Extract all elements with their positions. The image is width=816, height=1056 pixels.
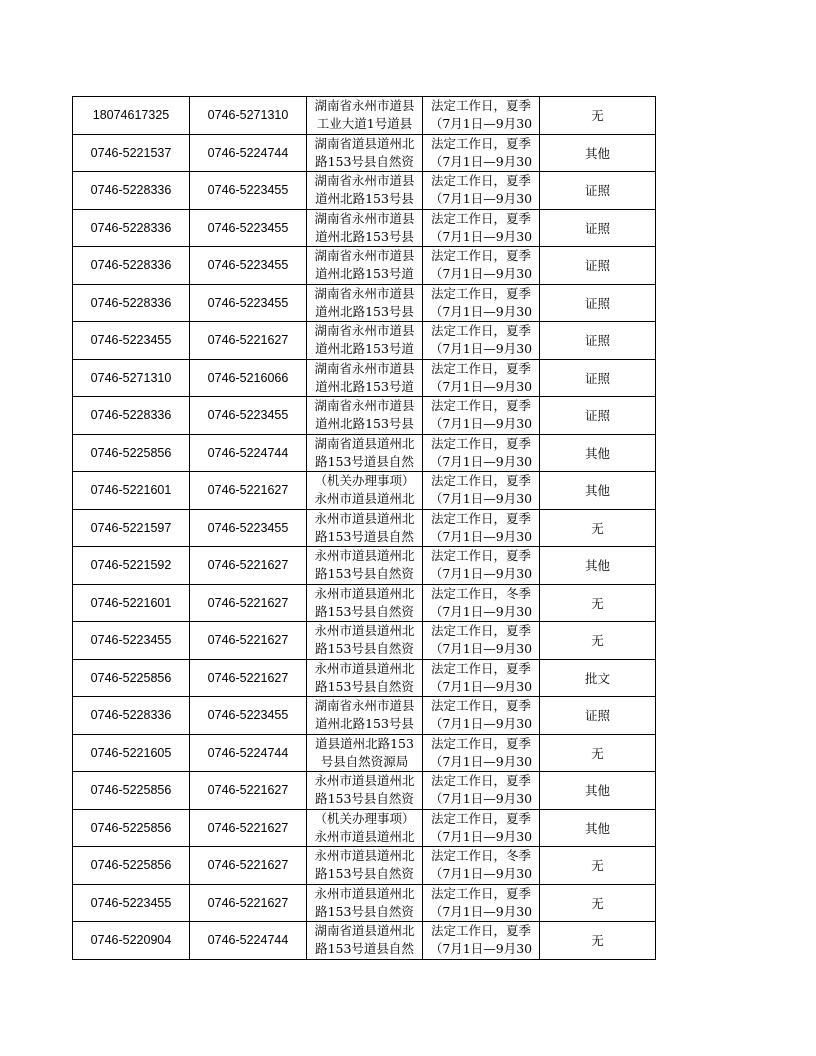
address-text bbox=[307, 885, 422, 921]
table-row bbox=[73, 97, 656, 135]
address-cell bbox=[307, 172, 423, 210]
address-line: 路153号县自然资 bbox=[315, 153, 414, 169]
address-text bbox=[307, 922, 422, 958]
table-row bbox=[73, 397, 656, 435]
table-row bbox=[73, 509, 656, 547]
hours-line: 法定工作日，夏季 bbox=[430, 435, 531, 451]
address-text bbox=[307, 697, 422, 733]
fax-cell: 0746-5221627 bbox=[190, 772, 307, 810]
address-cell bbox=[307, 322, 423, 360]
address-line: 路153号县自然资 bbox=[315, 566, 414, 582]
address-line: 湖南省道县道州北 bbox=[314, 435, 415, 451]
hours-cell bbox=[423, 247, 540, 285]
hours-cell bbox=[423, 434, 540, 472]
fax-cell: 0746-5223455 bbox=[190, 284, 307, 322]
hours-text bbox=[423, 397, 539, 433]
address-line: 路153号道县自然 bbox=[315, 453, 414, 469]
hours-text bbox=[423, 772, 539, 808]
fax-cell: 0746-5216066 bbox=[190, 359, 307, 397]
hours-line: （7月1日—9月30 bbox=[429, 528, 533, 544]
fax-cell: 0746-5221627 bbox=[190, 847, 307, 885]
table-row bbox=[73, 284, 656, 322]
table-row bbox=[73, 922, 656, 960]
hours-text bbox=[423, 97, 539, 133]
address-cell bbox=[307, 509, 423, 547]
hours-line: （7月1日—9月30 bbox=[429, 341, 533, 357]
hours-cell bbox=[423, 209, 540, 247]
address-line: 道州北路153号道 bbox=[315, 341, 414, 357]
phone-cell: 0746-5225856 bbox=[73, 659, 190, 697]
phone-cell: 18074617325 bbox=[73, 97, 190, 135]
address-line: 湖南省道县道州北 bbox=[314, 923, 415, 939]
phone-cell: 0746-5223455 bbox=[73, 884, 190, 922]
category-cell: 无 bbox=[540, 922, 656, 960]
address-line: 道州北路153号县 bbox=[315, 416, 414, 432]
hours-text bbox=[423, 435, 539, 471]
hours-cell bbox=[423, 697, 540, 735]
address-cell bbox=[307, 547, 423, 585]
hours-line: 法定工作日，夏季 bbox=[430, 510, 531, 526]
hours-text bbox=[423, 135, 539, 171]
address-cell bbox=[307, 284, 423, 322]
hours-cell bbox=[423, 322, 540, 360]
address-line: 路153号县自然资 bbox=[315, 791, 414, 807]
hours-cell bbox=[423, 884, 540, 922]
phone-cell: 0746-5228336 bbox=[73, 397, 190, 435]
address-line: 工业大道1号道县 bbox=[316, 116, 413, 132]
hours-text bbox=[423, 735, 539, 771]
fax-cell: 0746-5221627 bbox=[190, 809, 307, 847]
address-line: 永州市道县道州北 bbox=[314, 848, 415, 864]
address-line: 湖南省永州市道县 bbox=[314, 210, 415, 226]
hours-text bbox=[423, 622, 539, 658]
phone-cell: 0746-5228336 bbox=[73, 284, 190, 322]
category-cell: 无 bbox=[540, 734, 656, 772]
address-line: 路153号县自然资 bbox=[315, 678, 414, 694]
phone-cell: 0746-5220904 bbox=[73, 922, 190, 960]
address-text bbox=[307, 660, 422, 696]
table-row bbox=[73, 734, 656, 772]
hours-line: （7月1日—9月30 bbox=[429, 266, 533, 282]
hours-text bbox=[423, 922, 539, 958]
phone-cell: 0746-5221605 bbox=[73, 734, 190, 772]
address-line: 永州市道县道州北 bbox=[314, 773, 415, 789]
address-line: 湖南省永州市道县 bbox=[314, 173, 415, 189]
fax-cell: 0746-5221627 bbox=[190, 884, 307, 922]
table-body bbox=[73, 97, 656, 960]
hours-line: （7月1日—9月30 bbox=[429, 866, 533, 882]
category-cell: 无 bbox=[540, 97, 656, 135]
hours-line: 法定工作日，夏季 bbox=[430, 135, 531, 151]
category-cell: 其他 bbox=[540, 472, 656, 510]
fax-cell: 0746-5223455 bbox=[190, 172, 307, 210]
hours-cell bbox=[423, 734, 540, 772]
table-row bbox=[73, 209, 656, 247]
hours-line: 法定工作日，夏季 bbox=[430, 735, 531, 751]
address-line: 湖南省永州市道县 bbox=[314, 398, 415, 414]
hours-text bbox=[423, 360, 539, 396]
hours-text bbox=[423, 322, 539, 358]
address-text bbox=[307, 735, 422, 771]
address-line: 永州市道县道州北 bbox=[314, 660, 415, 676]
hours-line: 法定工作日，夏季 bbox=[430, 660, 531, 676]
address-text bbox=[307, 472, 422, 508]
address-cell bbox=[307, 659, 423, 697]
address-line: 永州市道县道州北 bbox=[314, 585, 415, 601]
address-line: 道州北路153号县 bbox=[315, 716, 414, 732]
hours-cell bbox=[423, 509, 540, 547]
table-row bbox=[73, 847, 656, 885]
hours-line: （7月1日—9月30 bbox=[429, 753, 533, 769]
address-cell bbox=[307, 847, 423, 885]
fax-cell: 0746-5224744 bbox=[190, 134, 307, 172]
hours-cell bbox=[423, 659, 540, 697]
address-text bbox=[307, 772, 422, 808]
table-row bbox=[73, 247, 656, 285]
address-line: （机关办理事项） bbox=[314, 473, 415, 489]
category-cell: 无 bbox=[540, 622, 656, 660]
address-cell bbox=[307, 209, 423, 247]
phone-cell: 0746-5221597 bbox=[73, 509, 190, 547]
hours-line: （7月1日—9月30 bbox=[429, 416, 533, 432]
address-line: 路153号县自然资 bbox=[315, 603, 414, 619]
address-line: 湖南省永州市道县 bbox=[314, 698, 415, 714]
hours-cell bbox=[423, 472, 540, 510]
address-text bbox=[307, 435, 422, 471]
address-cell bbox=[307, 809, 423, 847]
hours-text bbox=[423, 210, 539, 246]
fax-cell: 0746-5224744 bbox=[190, 434, 307, 472]
hours-line: （7月1日—9月30 bbox=[429, 116, 533, 132]
hours-text bbox=[423, 247, 539, 283]
address-cell bbox=[307, 772, 423, 810]
hours-line: 法定工作日，冬季 bbox=[430, 848, 531, 864]
category-cell: 其他 bbox=[540, 547, 656, 585]
hours-line: （7月1日—9月30 bbox=[429, 228, 533, 244]
fax-cell: 0746-5221627 bbox=[190, 472, 307, 510]
fax-cell: 0746-5223455 bbox=[190, 697, 307, 735]
hours-cell bbox=[423, 584, 540, 622]
hours-cell bbox=[423, 97, 540, 135]
hours-line: 法定工作日，夏季 bbox=[430, 248, 531, 264]
fax-cell: 0746-5221627 bbox=[190, 584, 307, 622]
fax-cell: 0746-5223455 bbox=[190, 509, 307, 547]
hours-line: （7月1日—9月30 bbox=[429, 566, 533, 582]
hours-line: （7月1日—9月30 bbox=[429, 191, 533, 207]
address-line: 湖南省道县道州北 bbox=[314, 135, 415, 151]
hours-line: 法定工作日，夏季 bbox=[430, 98, 531, 114]
hours-cell bbox=[423, 359, 540, 397]
address-cell bbox=[307, 884, 423, 922]
address-cell bbox=[307, 734, 423, 772]
table-row bbox=[73, 697, 656, 735]
hours-line: 法定工作日，夏季 bbox=[430, 323, 531, 339]
table-row bbox=[73, 322, 656, 360]
address-line: 道州北路153号县 bbox=[315, 303, 414, 319]
hours-line: 法定工作日，夏季 bbox=[430, 210, 531, 226]
hours-line: 法定工作日，冬季 bbox=[430, 585, 531, 601]
address-text bbox=[307, 285, 422, 321]
hours-line: （7月1日—9月30 bbox=[429, 941, 533, 957]
phone-cell: 0746-5225856 bbox=[73, 847, 190, 885]
phone-cell: 0746-5225856 bbox=[73, 809, 190, 847]
table-row bbox=[73, 622, 656, 660]
category-cell: 证照 bbox=[540, 209, 656, 247]
address-text bbox=[307, 847, 422, 883]
address-cell bbox=[307, 359, 423, 397]
address-cell bbox=[307, 397, 423, 435]
hours-text bbox=[423, 697, 539, 733]
address-line: 道州北路153号道 bbox=[315, 266, 414, 282]
address-cell bbox=[307, 697, 423, 735]
table-row bbox=[73, 434, 656, 472]
hours-line: （7月1日—9月30 bbox=[429, 303, 533, 319]
hours-line: 法定工作日，夏季 bbox=[430, 473, 531, 489]
hours-line: （7月1日—9月30 bbox=[429, 453, 533, 469]
table-row bbox=[73, 172, 656, 210]
hours-cell bbox=[423, 847, 540, 885]
address-text bbox=[307, 210, 422, 246]
fax-cell: 0746-5224744 bbox=[190, 734, 307, 772]
address-text bbox=[307, 360, 422, 396]
fax-cell: 0746-5271310 bbox=[190, 97, 307, 135]
hours-text bbox=[423, 172, 539, 208]
table-row bbox=[73, 659, 656, 697]
hours-text bbox=[423, 847, 539, 883]
address-text bbox=[307, 247, 422, 283]
hours-line: 法定工作日，夏季 bbox=[430, 698, 531, 714]
hours-text bbox=[423, 810, 539, 846]
fax-cell: 0746-5223455 bbox=[190, 247, 307, 285]
table-row bbox=[73, 472, 656, 510]
address-line: 道州北路153号道 bbox=[315, 378, 414, 394]
category-cell: 证照 bbox=[540, 397, 656, 435]
address-line: 道州北路153号县 bbox=[315, 191, 414, 207]
category-cell: 证照 bbox=[540, 247, 656, 285]
hours-cell bbox=[423, 772, 540, 810]
phone-cell: 0746-5228336 bbox=[73, 247, 190, 285]
hours-cell bbox=[423, 622, 540, 660]
address-line: 号县自然资源局 bbox=[320, 753, 409, 769]
address-line: 路153号县自然资 bbox=[315, 641, 414, 657]
phone-cell: 0746-5221601 bbox=[73, 584, 190, 622]
address-text bbox=[307, 172, 422, 208]
address-cell bbox=[307, 472, 423, 510]
address-cell bbox=[307, 434, 423, 472]
hours-text bbox=[423, 510, 539, 546]
address-line: 路153号道县自然 bbox=[315, 941, 414, 957]
fax-cell: 0746-5223455 bbox=[190, 209, 307, 247]
hours-line: 法定工作日，夏季 bbox=[430, 773, 531, 789]
hours-line: （7月1日—9月30 bbox=[429, 716, 533, 732]
hours-line: （7月1日—9月30 bbox=[429, 491, 533, 507]
address-text bbox=[307, 510, 422, 546]
hours-line: 法定工作日，夏季 bbox=[430, 885, 531, 901]
address-line: 湖南省永州市道县 bbox=[314, 98, 415, 114]
address-line: 湖南省永州市道县 bbox=[314, 248, 415, 264]
hours-line: 法定工作日，夏季 bbox=[430, 285, 531, 301]
phone-cell: 0746-5223455 bbox=[73, 622, 190, 660]
table-row bbox=[73, 809, 656, 847]
phone-cell: 0746-5221601 bbox=[73, 472, 190, 510]
phone-cell: 0746-5228336 bbox=[73, 209, 190, 247]
hours-cell bbox=[423, 547, 540, 585]
hours-cell bbox=[423, 284, 540, 322]
hours-line: （7月1日—9月30 bbox=[429, 828, 533, 844]
category-cell: 其他 bbox=[540, 434, 656, 472]
table-row bbox=[73, 772, 656, 810]
category-cell: 无 bbox=[540, 509, 656, 547]
hours-line: （7月1日—9月30 bbox=[429, 641, 533, 657]
hours-cell bbox=[423, 172, 540, 210]
address-line: 永州市道县道州北 bbox=[314, 510, 415, 526]
address-line: 路153号县自然资 bbox=[315, 903, 414, 919]
phone-cell: 0746-5225856 bbox=[73, 772, 190, 810]
address-line: 路153号道县自然 bbox=[315, 528, 414, 544]
phone-cell: 0746-5221592 bbox=[73, 547, 190, 585]
hours-line: 法定工作日，夏季 bbox=[430, 173, 531, 189]
hours-line: （7月1日—9月30 bbox=[429, 678, 533, 694]
fax-cell: 0746-5221627 bbox=[190, 322, 307, 360]
phone-cell: 0746-5228336 bbox=[73, 697, 190, 735]
address-line: 湖南省永州市道县 bbox=[314, 360, 415, 376]
hours-text bbox=[423, 285, 539, 321]
address-line: 永州市道县道州北 bbox=[314, 828, 415, 844]
category-cell: 无 bbox=[540, 584, 656, 622]
hours-line: 法定工作日，夏季 bbox=[430, 923, 531, 939]
address-line: 湖南省永州市道县 bbox=[314, 323, 415, 339]
table-row bbox=[73, 547, 656, 585]
category-cell: 其他 bbox=[540, 809, 656, 847]
address-text bbox=[307, 810, 422, 846]
hours-line: 法定工作日，夏季 bbox=[430, 548, 531, 564]
category-cell: 批文 bbox=[540, 659, 656, 697]
hours-line: （7月1日—9月30 bbox=[429, 791, 533, 807]
address-cell bbox=[307, 922, 423, 960]
table-row bbox=[73, 359, 656, 397]
address-line: 湖南省永州市道县 bbox=[314, 285, 415, 301]
hours-line: （7月1日—9月30 bbox=[429, 153, 533, 169]
category-cell: 其他 bbox=[540, 134, 656, 172]
fax-cell: 0746-5223455 bbox=[190, 397, 307, 435]
address-text bbox=[307, 397, 422, 433]
phone-cell: 0746-5225856 bbox=[73, 434, 190, 472]
address-text bbox=[307, 585, 422, 621]
category-cell: 证照 bbox=[540, 359, 656, 397]
hours-line: 法定工作日，夏季 bbox=[430, 810, 531, 826]
address-line: 永州市道县道州北 bbox=[314, 885, 415, 901]
fax-cell: 0746-5221627 bbox=[190, 622, 307, 660]
hours-line: （7月1日—9月30 bbox=[429, 378, 533, 394]
category-cell: 其他 bbox=[540, 772, 656, 810]
hours-cell bbox=[423, 922, 540, 960]
hours-cell bbox=[423, 397, 540, 435]
address-line: 道县道州北路153 bbox=[315, 735, 414, 751]
phone-cell: 0746-5221537 bbox=[73, 134, 190, 172]
fax-cell: 0746-5221627 bbox=[190, 547, 307, 585]
hours-cell bbox=[423, 809, 540, 847]
hours-text bbox=[423, 660, 539, 696]
address-cell bbox=[307, 134, 423, 172]
phone-cell: 0746-5271310 bbox=[73, 359, 190, 397]
hours-line: 法定工作日，夏季 bbox=[430, 623, 531, 639]
category-cell: 证照 bbox=[540, 284, 656, 322]
address-cell bbox=[307, 622, 423, 660]
hours-line: （7月1日—9月30 bbox=[429, 903, 533, 919]
hours-text bbox=[423, 547, 539, 583]
address-text bbox=[307, 322, 422, 358]
address-cell bbox=[307, 247, 423, 285]
category-cell: 无 bbox=[540, 847, 656, 885]
hours-cell bbox=[423, 134, 540, 172]
address-text bbox=[307, 135, 422, 171]
category-cell: 证照 bbox=[540, 172, 656, 210]
address-text bbox=[307, 97, 422, 133]
hours-line: （7月1日—9月30 bbox=[429, 603, 533, 619]
hours-text bbox=[423, 885, 539, 921]
address-text bbox=[307, 622, 422, 658]
data-table bbox=[72, 96, 656, 960]
table-row bbox=[73, 134, 656, 172]
hours-text bbox=[423, 472, 539, 508]
address-text bbox=[307, 547, 422, 583]
address-cell bbox=[307, 97, 423, 135]
address-line: 永州市道县道州北 bbox=[314, 491, 415, 507]
address-line: 永州市道县道州北 bbox=[314, 623, 415, 639]
hours-line: 法定工作日，夏季 bbox=[430, 360, 531, 376]
category-cell: 证照 bbox=[540, 697, 656, 735]
table-row bbox=[73, 584, 656, 622]
address-line: 道州北路153号县 bbox=[315, 228, 414, 244]
hours-line: 法定工作日，夏季 bbox=[430, 398, 531, 414]
category-cell: 无 bbox=[540, 884, 656, 922]
table-row bbox=[73, 884, 656, 922]
address-line: （机关办理事项） bbox=[314, 810, 415, 826]
category-cell: 证照 bbox=[540, 322, 656, 360]
address-cell bbox=[307, 584, 423, 622]
fax-cell: 0746-5221627 bbox=[190, 659, 307, 697]
phone-cell: 0746-5223455 bbox=[73, 322, 190, 360]
address-line: 路153号县自然资 bbox=[315, 866, 414, 882]
phone-cell: 0746-5228336 bbox=[73, 172, 190, 210]
fax-cell: 0746-5224744 bbox=[190, 922, 307, 960]
address-line: 永州市道县道州北 bbox=[314, 548, 415, 564]
hours-text bbox=[423, 585, 539, 621]
